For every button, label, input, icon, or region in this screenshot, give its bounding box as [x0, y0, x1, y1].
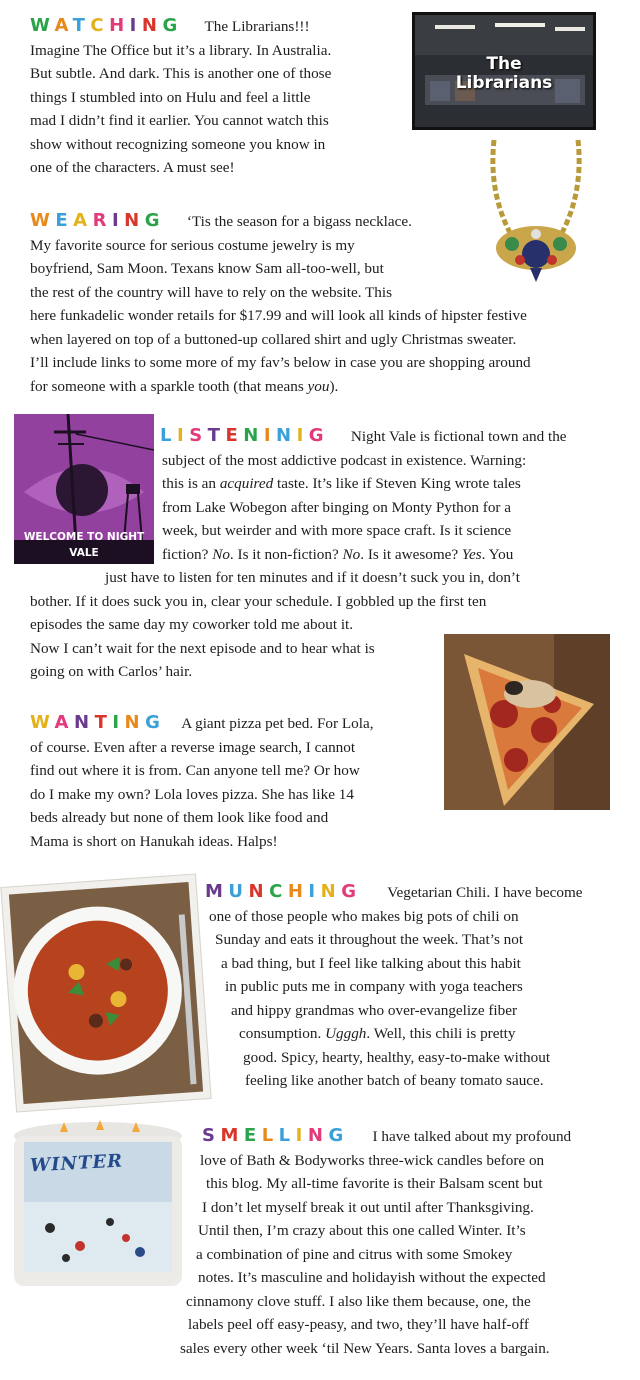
smelling-line: a combination of pine and citrus with some Smokey — [196, 1245, 513, 1263]
munching-line: a bad thing, but I feel like talking about this habit — [221, 954, 521, 972]
winter-candle-photo — [10, 1118, 186, 1296]
listening-line: Now I can’t wait for the next episode and to hear what is — [30, 639, 375, 657]
watching-lead-line — [30, 14, 410, 39]
smelling-line: love of Bath & Bodyworks three-wick candles before on — [200, 1151, 545, 1169]
listening-line: bother. If it does suck you in, clear your schedule. I gobbled up the first ten — [30, 592, 487, 610]
wearing-heading: WEARING — [30, 210, 166, 231]
wearing-line: My favorite source for serious costume jewelry is my — [30, 236, 355, 254]
wanting-line: do I make my own? Lola loves pizza. She has like 14 — [30, 785, 354, 803]
watching-line: Imagine The Office but it’s a library. In Australia. — [30, 41, 332, 59]
pizza-bed-art — [444, 634, 610, 810]
listening-lead: Night Vale is fictional town and the — [350, 428, 567, 445]
wearing-line: when layered on top of a buttoned-up collared shirt and ugly Christmas sweater. — [30, 330, 517, 348]
listening-line: week, but weirder and with more space craft. Is it science — [162, 522, 512, 539]
night-vale-logo-text: WELCOME TO NIGHT VALE — [23, 531, 145, 559]
smelling-section — [180, 1124, 630, 1360]
wanting-section — [30, 711, 440, 853]
wearing-line: I’ll include links to some more of my fav’s below in case you are shopping around — [30, 354, 531, 371]
munching-section — [205, 880, 630, 1093]
smelling-line: Until then, I’m crazy about this one called Winter. It’s — [198, 1222, 526, 1239]
smelling-line: this blog. My all-time favorite is their Balsam scent but — [206, 1175, 543, 1192]
smelling-line: labels peel off easy-peasy, and two, they’ll have half-off — [188, 1316, 529, 1333]
wearing-lead-line — [30, 209, 630, 234]
listening-heading: LISTENINIG — [160, 425, 330, 446]
watching-line: But subtle. And dark. This is another one of those — [30, 65, 332, 82]
smelling-line: cinnamony clove stuff. I also like them because, one, the — [186, 1292, 531, 1310]
munching-line: feeling like another batch of beany tomato sauce. — [245, 1072, 544, 1089]
watching-line: show without recognizing someone you know in — [30, 135, 326, 153]
watching-line: one of the characters. A must see! — [30, 159, 235, 176]
listening-lead-line — [100, 424, 630, 449]
wanting-line: of course. Even after a reverse image search, I cannot — [30, 738, 356, 756]
munching-heading: MUNCHING — [205, 881, 362, 902]
listening-line: this is an acquired taste. It’s like if Steven King wrote tales — [162, 475, 521, 492]
smelling-lead-line — [180, 1124, 630, 1149]
wanting-line: beds already but none of them look like food and — [30, 809, 329, 826]
wanting-line: Mama is short on Hanukah ideas. Halps! — [30, 832, 278, 850]
winter-label: WINTER — [29, 1150, 124, 1177]
munching-line: and hippy grandmas who over-evangelize fiber — [231, 1001, 518, 1019]
wearing-section — [30, 209, 630, 398]
winter-candle-art — [10, 1118, 186, 1296]
wearing-line: here funkadelic wonder retails for $17.99 and will look all kinds of hipster festive — [30, 307, 527, 324]
wearing-last-line: for someone with a sparkle tooth (that means you). — [30, 377, 339, 395]
munching-line: Sunday and eats it throughout the week. That’s not — [215, 931, 524, 948]
chili-art — [0, 873, 211, 1112]
smelling-line: I don’t let myself break it out until after Thanksgiving. — [202, 1198, 534, 1216]
listening-line: subject of the most addictive podcast in existence. Warning: — [162, 451, 527, 469]
wanting-heading: WANTING — [30, 712, 166, 733]
wearing-line: boyfriend, Sam Moon. Texans know Sam all-too-well, but — [30, 260, 384, 277]
librarians-title: The Librarians — [455, 54, 553, 93]
watching-line: things I stumbled into on Hulu and feel a little — [30, 88, 311, 106]
watching-lead: The Librarians!!! — [204, 18, 310, 35]
wanting-lead-line — [30, 711, 440, 736]
smelling-line: notes. It’s masculine and holidayish without the expected — [198, 1269, 546, 1286]
munching-lead-line — [205, 880, 630, 905]
listening-line: from Lake Wobegon after binging on Monty Python for a — [162, 498, 512, 516]
chili-photo — [0, 873, 211, 1112]
munching-line: in public puts me in company with yoga teachers — [225, 978, 523, 995]
listening-line: going on with Carlos’ hair. — [30, 663, 193, 680]
listening-line: just have to listen for ten minutes and if it doesn’t suck you in, don’t — [105, 569, 520, 586]
smelling-lead: I have talked about my profound — [372, 1128, 572, 1145]
watching-section — [30, 14, 410, 180]
wearing-line: the rest of the country will have to rely on the website. This — [30, 283, 393, 301]
librarians-photo — [412, 12, 596, 130]
watching-heading: WATCHING — [30, 15, 183, 36]
munching-lead: Vegetarian Chili. I have become — [387, 884, 583, 901]
munching-line: good. Spicy, hearty, healthy, easy-to-make without — [243, 1048, 551, 1066]
listening-line: fiction? No. Is it non-fiction? No. Is it awesome? Yes. You — [162, 545, 514, 563]
munching-line: consumption. Ugggh. Well, this chili is pretty — [239, 1025, 516, 1042]
listening-line: episodes the same day my coworker told me about it. — [30, 616, 354, 633]
wearing-lead: ‘Tis the season for a bigass necklace. — [186, 213, 412, 230]
munching-line: one of those people who makes big pots of chili on — [209, 907, 519, 925]
pizza-bed-photo — [444, 634, 610, 810]
wanting-lead: A giant pizza pet bed. For Lola, — [181, 715, 374, 732]
smelling-line: sales every other week ‘til New Years. Santa loves a bargain. — [180, 1339, 550, 1357]
wanting-line: find out where it is from. Can anyone tell me? Or how — [30, 762, 360, 779]
smelling-heading: SMELLING — [202, 1125, 349, 1146]
watching-line: mad I didn’t find it earlier. You cannot watch this — [30, 112, 329, 129]
